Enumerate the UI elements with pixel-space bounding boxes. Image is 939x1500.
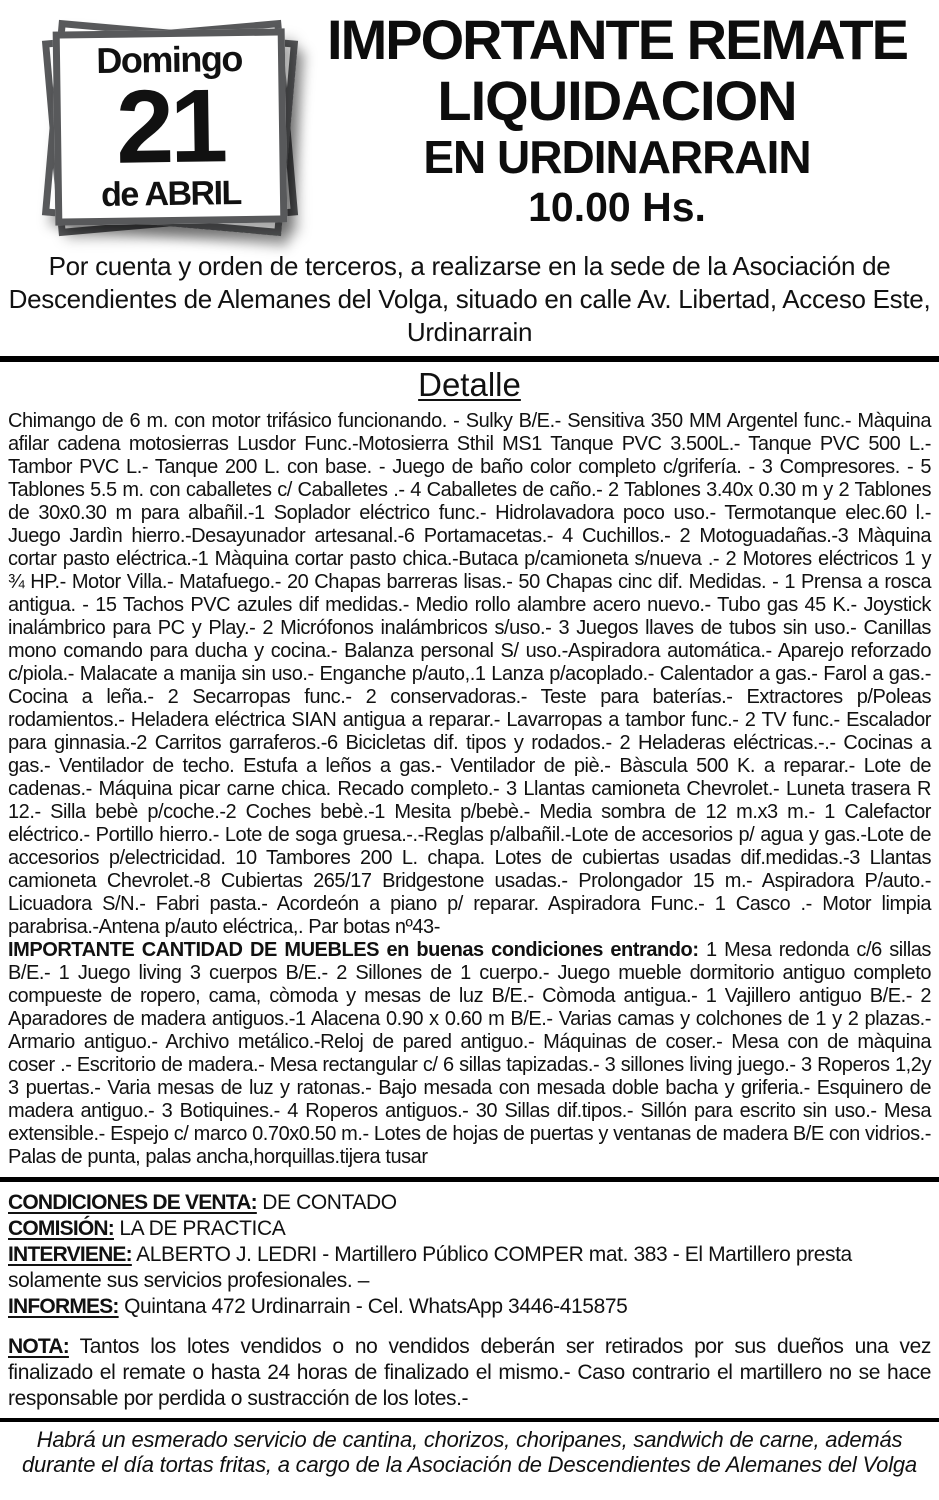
title-line-3: EN URDINARRAIN <box>423 131 811 183</box>
title-time: 10.00 Hs. <box>528 184 706 230</box>
term-value-informes: Quintana 472 Urdinarrain - Cel. WhatsApp 3446-415875 <box>118 1295 628 1318</box>
title-line-1: IMPORTANTE REMATE <box>327 8 907 71</box>
date-badge <box>28 6 302 238</box>
term-row-interviene <box>8 1242 931 1294</box>
detalle-heading: Detalle <box>418 366 521 403</box>
main-title <box>295 8 939 231</box>
terms-section <box>8 1190 931 1320</box>
nota-paragraph <box>8 1334 931 1412</box>
badge-day-name: Domingo <box>96 37 243 82</box>
term-label-condiciones: CONDICIONES DE VENTA: <box>8 1191 257 1214</box>
title-line-2: LIQUIDACION <box>437 69 797 132</box>
nota-label: NOTA: <box>8 1335 69 1358</box>
detail-section <box>0 410 939 1169</box>
term-row-comision <box>8 1216 931 1242</box>
nota-text: Tantos los lotes vendidos o no vendidos deberán ser retirados por sus dueños una vez finalizado el remate o hasta 24 horas de finalizado el mismo.- Caso contrario el martillero no se hace responsable por perdida o sustracción de los lotes.- <box>8 1335 931 1410</box>
muebles-paragraph <box>8 939 931 1169</box>
muebles-text: 1 Mesa redonda c/6 sillas B/E.- 1 Juego living 3 cuerpos B/E.- 2 Sillones de 1 cuerpo.- Juego mueble dormitorio antiguo completo compueste de ropero, cama, còmoda y mesas de luz B/E.- Còmoda antigua.- 1 Vajillero antiguo B/E.- 2 Aparadores de madera antiguos.-1 Alacena 0.90 x 0.60 m B/E.- Varias camas y colchones de 1 y 2 plazas.- Armario antiguo.- Archivo metálico.-Reloj de pared antiguo.- Máquinas de coser.- Mesa con de màquina coser .- Escritorio de madera.- Mesa rectangular c/ 6 sillas tapizadas.- 3 sillones living juego.- 3 Roperos 1,2y 3 puertas.- Varia mesas de luz y ratonas.- Bajo mesada con mesada doble bacha y griferia.- Esquinero de madera antiguo.- 3 Botiquines.- 4 Roperos antiguos.- 30 Sillas dif.tipos.- Sillón para escrito sin uso.- Mesa extensible.- Espejo c/ marco 0.70x0.50 m.- Lotes de hojas de puertas y ventanas de madera B/E con vidrios.- Palas de punta, palas ancha,horquillas.tijera tusar <box>8 939 931 1168</box>
detail-paragraph: Chimango de 6 m. con motor trifásico funcionando. - Sulky B/E.- Sensitiva 350 MM Argentel func.- Màquina afilar cadena motosierras Lusdor Func.-Motosierra Sthil MS1 Tanque PVC 3.500L.- Tanque PVC 500 L.- Tambor PVC L.- Tanque 200 L. con base. - Juego de baño color completo c/grifería. - 3 Compresores. - 5 Tablones 5.5 m. con caballetes c/ Caballetes .- 4 Caballetes de caño.- 2 Tablones 3.40x 0.30 m y 2 Tablones de 30x0.30 m para albañil.-1 Soplador eléctrico func.- Hidrolavadora poco uso.- Termotanque elec.60 l.- Juego Jardìn hierro.-Desayunador artesanal.-6 Portamacetas.- 4 Cuchillos.- 2 Motoguadañas.-3 Màquina cortar pasto eléctrica.-1 Màquina cortar pasto chica.-Butaca p/camioneta s/nueva .- 2 Motores eléctricos 1 y ¾ HP.- Motor Villa.- Matafuego.- 20 Chapas barreras lisas.- 50 Chapas cinc dif. Medidas. - 1 Prensa a rosca antigua. - 15 Tachos PVC azules dif medidas.- Medio rollo alambre acero nuevo.- Tubo gas 45 K.- Joystick inalámbrico para PC y Play.- 2 Micrófonos inalámbricos s/uso.- 3 Juegos llaves de tubos sin uso.- Canillas mono comando para ducha y cocina.- Balanza personal S/ uso.-Aspiradora automática.- Aparejo reforzado c/piola.- Malacate a manija sin uso.- Enganche p/auto,.1 Lanza p/acoplado.- Calentador a gas.- Farol a gas.- Cocina a leña.- 2 Secarropas func.- 2 conservadoras.- Teste para baterías.- Extractores p/Poleas rodamientos.- Heladera eléctrica SIAN antigua a reparar.- Lavarropas a tambor func.- 2 TV func.- Escalador para ginnasia.-2 Carritos garraferos.-6 Bicicletas dif. tipos y rodados.- 2 Heladeras eléctricas.-.- Cocinas a gas.- Ventilador de techo. Estufa a leños a gas.- Ventilador de piè.- Bàscula 500 K. a reparar.- Lote de cadenas.- Máquina picar carne chica. Recado completo.- 3 Llantas camioneta Chevrolet.- Luneta trasera R 12.- Silla bebè p/coche.-2 Coches bebè.-1 Mesita p/bebè.- Media sombra de 12 m.x3 m.- 1 Calefactor eléctrico.- Portillo hierro.- Lote de soga gruesa.-.-Reglas p/albañil.-Lote de accesorios p/ agua y gas.-Lote de accesorios p/electricidad. 10 Tambores 200 L. chapa. Lotes de cubiertas usadas dif.medidas.-3 Llantas camioneta Chevrolet.-8 Cubiertas 265/17 Bridgestone usadas.- Prolongador 15 m.- Aspiradora P/auto.- Licuadora S/N.- Fabri pasta.- Acordeón a piano p/ reparar. Aspiradora Func.- 1 Casco .- Motor limpia parabrisa.-Antena p/auto eléctrica,. Par botas nº43- <box>8 410 931 938</box>
badge-card <box>53 28 288 225</box>
term-label-comision: COMISIÓN: <box>8 1217 114 1240</box>
badge-day-number: 21 <box>115 68 225 186</box>
horizontal-rule-middle <box>0 1177 939 1182</box>
term-row-informes <box>8 1294 931 1320</box>
muebles-lead: IMPORTANTE CANTIDAD DE MUEBLES en buenas condiciones entrando: <box>8 939 699 961</box>
term-label-informes: INFORMES: <box>8 1295 119 1318</box>
term-row-condiciones <box>8 1190 931 1216</box>
flyer-header <box>0 0 939 250</box>
term-value-interviene: ALBERTO J. LEDRI - Martillero Público COMPER mat. 383 - El Martillero presta solamente sus servicios profesionales. – <box>8 1243 852 1292</box>
term-value-comision: LA DE PRACTICA <box>113 1217 286 1240</box>
horizontal-rule-top <box>0 356 939 362</box>
term-value-condiciones: DE CONTADO <box>256 1191 397 1214</box>
badge-month: de ABRIL <box>100 174 242 214</box>
footer-note: Habrá un esmerado servicio de cantina, chorizos, choripanes, sandwich de carne, además durante el día tortas fritas, a cargo de la Asociación de Descendientes de Alemanes del Volga <box>22 1427 917 1477</box>
intro-paragraph: Por cuenta y orden de terceros, a realizarse en la sede de la Asociación de Descendientes de Alemanes del Volga, situado en calle Av. Libertad, Acceso Este, Urdinarrain <box>8 251 931 347</box>
term-label-interviene: INTERVIENE: <box>8 1243 132 1266</box>
